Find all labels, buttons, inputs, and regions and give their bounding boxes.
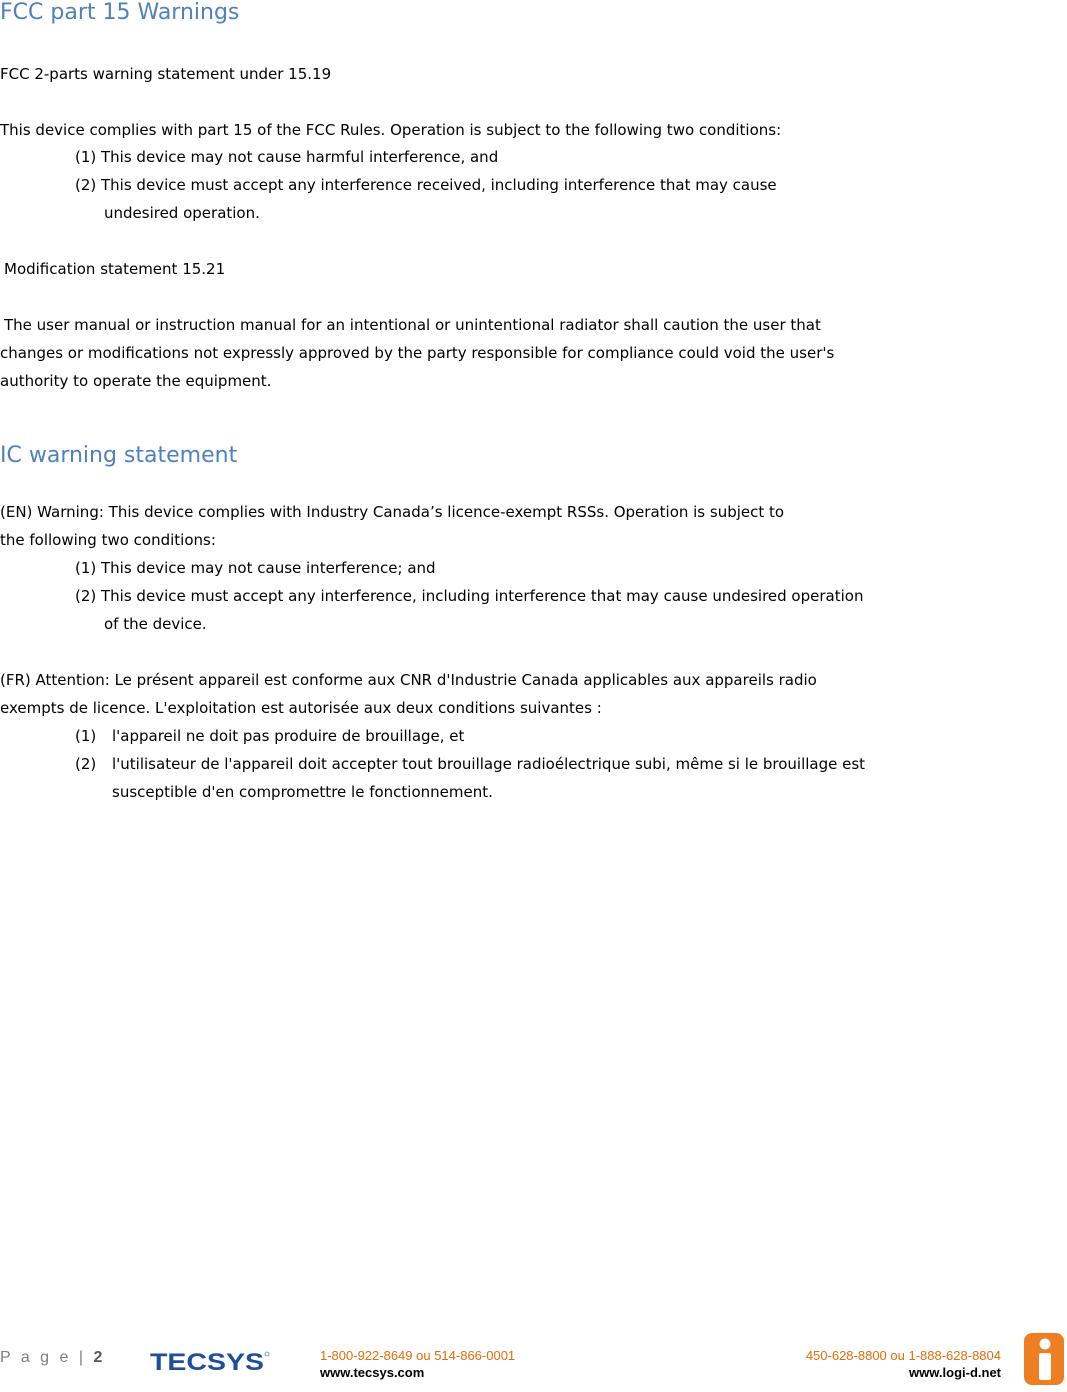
ic-en-text-1: (EN) Warning: This device complies with Industry Canada’s licence-exempt RSSs. Operation is subject to bbox=[0, 503, 785, 521]
ic-en-condition-2: (2) This device must accept any interference, including interference that may cause undesired operation bbox=[75, 587, 864, 605]
ic-en-condition-1: (1) This device may not cause interference; and bbox=[75, 559, 436, 577]
modification-title: Modification statement 15.21 bbox=[4, 260, 226, 278]
modification-text-3: authority to operate the equipment. bbox=[0, 372, 272, 390]
ic-en-text-2: the following two conditions: bbox=[0, 531, 216, 549]
fcc-intro: This device complies with part 15 of the FCC Rules. Operation is subject to the following two conditions: bbox=[0, 121, 782, 139]
tecsys-contact bbox=[320, 1347, 515, 1381]
info-icon bbox=[1024, 1333, 1064, 1385]
ic-heading: IC warning statement bbox=[0, 443, 238, 468]
ic-fr-condition-2-number: (2) bbox=[75, 755, 97, 773]
tecsys-logo bbox=[150, 1348, 270, 1374]
fcc-condition-2-cont: undesired operation. bbox=[104, 204, 260, 222]
ic-fr-condition-2-cont: susceptible d'en compromettre le fonctionnement. bbox=[112, 783, 493, 801]
logid-website[interactable]: www.logi-d.net bbox=[909, 1365, 1001, 1380]
tecsys-logo-text: TECSYS bbox=[150, 1349, 264, 1374]
page-label: P a g e | bbox=[0, 1349, 87, 1366]
modification-text-2: changes or modifications not expressly approved by the party responsible for compliance could void the user's bbox=[0, 344, 835, 362]
ic-fr-condition-2 bbox=[75, 754, 865, 774]
logid-phone: 450-628-8800 ou 1-888-628-8804 bbox=[805, 1348, 1001, 1363]
ic-fr-condition-1-number: (1) bbox=[75, 727, 97, 745]
ic-fr-condition-2-text: l'utilisateur de l'appareil doit accepter tout brouillage radioélectrique subi, même si le brouillage est bbox=[112, 755, 866, 773]
ic-fr-text-2: exempts de licence. L'exploitation est autorisée aux deux conditions suivantes : bbox=[0, 699, 602, 717]
ic-en-condition-2-cont: of the device. bbox=[104, 615, 207, 633]
ic-fr-condition-1 bbox=[75, 726, 464, 746]
ic-fr-condition-1-text: l'appareil ne doit pas produire de brouillage, et bbox=[112, 727, 465, 745]
fcc-condition-1: (1) This device may not cause harmful interference, and bbox=[75, 148, 499, 166]
tecsys-website[interactable]: www.tecsys.com bbox=[320, 1365, 425, 1380]
ic-fr-text-1: (FR) Attention: Le présent appareil est conforme aux CNR d'Industrie Canada applicables aux appareils radio bbox=[0, 671, 817, 689]
tecsys-phone: 1-800-922-8649 ou 514-866-0001 bbox=[320, 1348, 516, 1363]
fcc-heading: FCC part 15 Warnings bbox=[0, 0, 240, 25]
page-number-label bbox=[0, 1349, 102, 1367]
page-number: 2 bbox=[93, 1349, 103, 1366]
modification-text-1: The user manual or instruction manual for an intentional or unintentional radiator shall caution the user that bbox=[4, 316, 821, 334]
fcc-subheading: FCC 2-parts warning statement under 15.19 bbox=[0, 65, 332, 83]
logid-contact bbox=[806, 1347, 1001, 1381]
fcc-condition-2: (2) This device must accept any interference received, including interference that may cause bbox=[75, 176, 777, 194]
